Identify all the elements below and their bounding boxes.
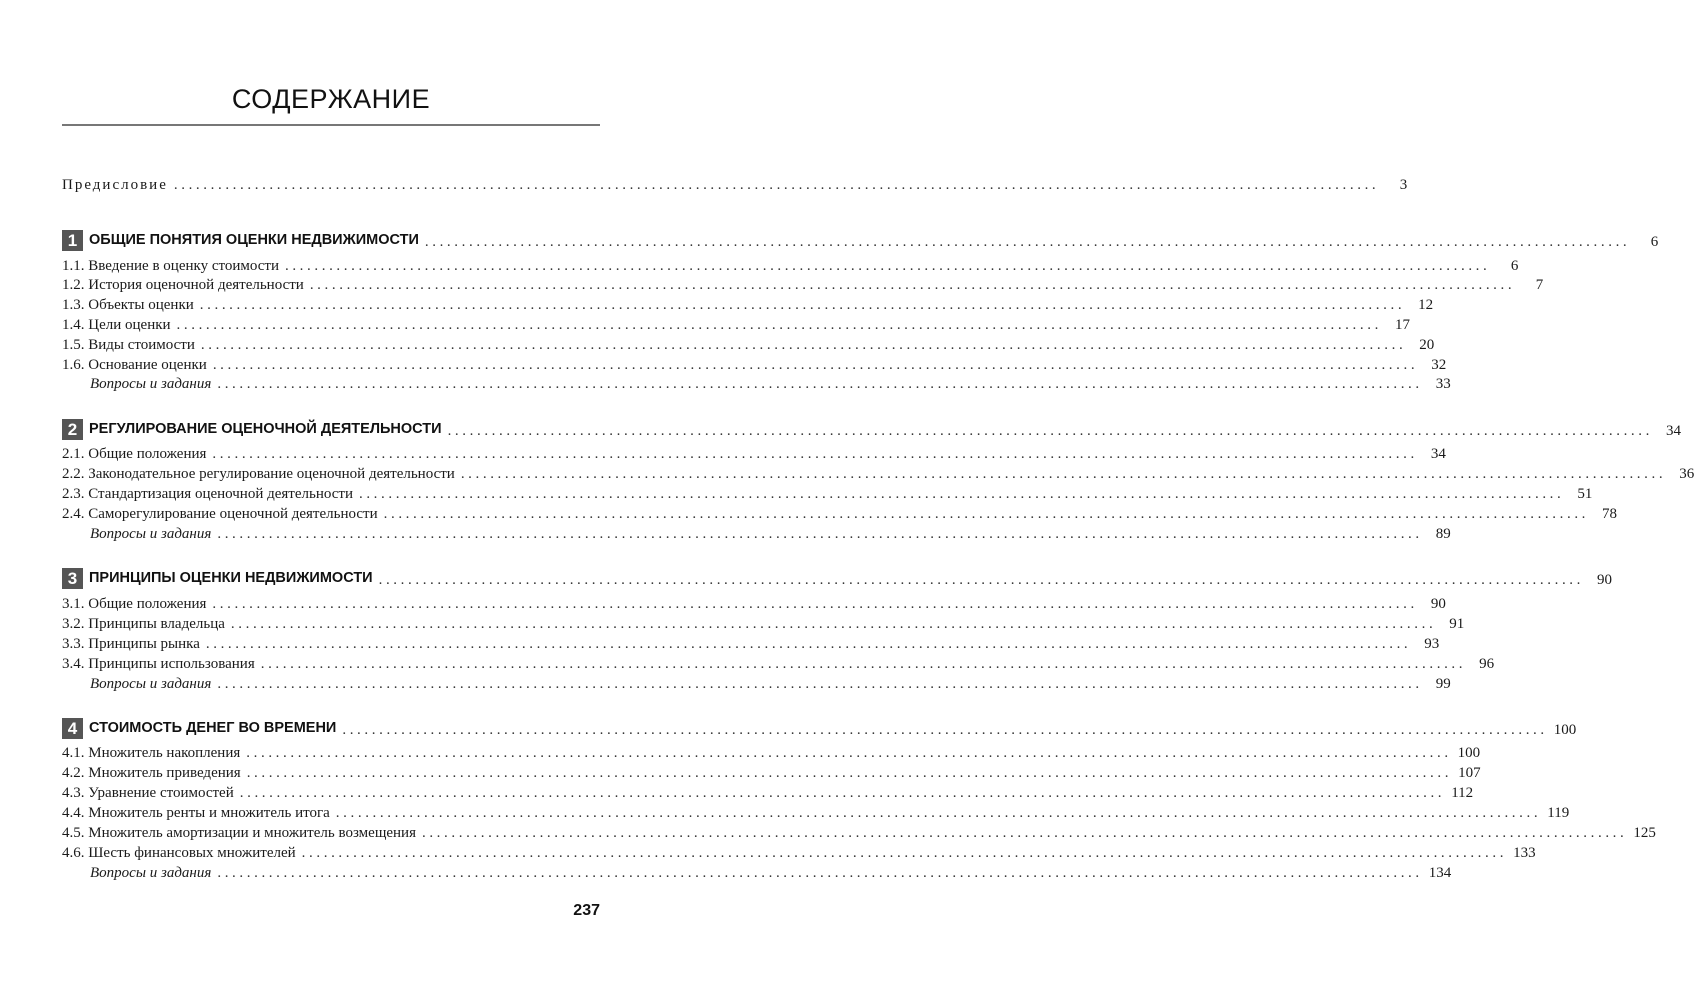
toc-section-2-3[interactable] <box>62 484 1593 504</box>
toc-page-number: 7 <box>1535 277 1544 293</box>
toc-label: 3.4. Принципы использования <box>62 656 255 672</box>
dot-leader: .................................................................................................................................................................... <box>309 277 1516 293</box>
toc-page-number: 32 <box>1431 357 1447 373</box>
chapter-title: ОБЩИЕ ПОНЯТИЯ ОЦЕНКИ НЕДВИЖИМОСТИ <box>89 232 419 248</box>
dot-leader: .................................................................................................................................................................... <box>212 357 1419 373</box>
toc-preface[interactable] <box>62 175 1408 195</box>
toc-page-number: 90 <box>1430 596 1446 612</box>
toc-page-number: 100 <box>1457 745 1481 761</box>
toc-label: 3.3. Принципы рынка <box>62 636 200 652</box>
toc-chapter-4[interactable] <box>62 716 1577 740</box>
chapter-title: СТОИМОСТЬ ДЕНЕГ ВО ВРЕМЕНИ <box>89 720 337 736</box>
toc-label: Вопросы и задания <box>90 865 212 881</box>
dot-leader: .................................................................................................................................................................... <box>205 636 1412 652</box>
toc-page-number: 93 <box>1424 636 1440 652</box>
toc-label: 1.2. История оценочной деятельности <box>62 277 304 293</box>
dot-leader: .................................................................................................................................................................... <box>246 745 1452 761</box>
toc-page-number: 6 <box>1650 233 1659 250</box>
chapter-number-badge: 2 <box>62 419 83 440</box>
toc-label: 2.2. Законодательное регулирование оценочной деятельности <box>62 466 455 482</box>
chapter-heading <box>62 417 448 441</box>
toc-page-number: 134 <box>1428 865 1452 881</box>
toc-page-number: 17 <box>1394 317 1410 333</box>
toc-questions-2[interactable] <box>62 524 1451 544</box>
dot-leader: .................................................................................................................................................................... <box>301 845 1508 861</box>
page-title: СОДЕРЖАНИЕ <box>231 84 431 114</box>
toc-section-3-4[interactable] <box>62 654 1495 674</box>
dot-leader: .................................................................................................................................................................... <box>212 596 1418 612</box>
toc-section-2-4[interactable] <box>62 504 1618 524</box>
toc-label: 1.4. Цели оценки <box>62 317 171 333</box>
toc-label: 2.4. Саморегулирование оценочной деятельности <box>62 506 378 522</box>
dot-leader: .................................................................................................................................................................... <box>212 446 1418 462</box>
toc-chapter-1[interactable] <box>62 228 1659 252</box>
chapter-heading <box>62 228 425 252</box>
chapter-title: РЕГУЛИРОВАНИЕ ОЦЕНОЧНОЙ ДЕЯТЕЛЬНОСТИ <box>89 421 442 437</box>
toc-questions-1[interactable] <box>62 374 1451 394</box>
dot-leader: .................................................................................................................................................................... <box>200 337 1407 353</box>
toc-section-4-6[interactable] <box>62 843 1536 863</box>
toc-section-4-2[interactable] <box>62 763 1481 783</box>
chapter-title: ПРИНЦИПЫ ОЦЕНКИ НЕДВИЖИМОСТИ <box>89 570 373 586</box>
toc-section-3-3[interactable] <box>62 634 1440 654</box>
toc-label: 1.5. Виды стоимости <box>62 337 195 353</box>
toc-section-1-2[interactable] <box>62 275 1544 295</box>
dot-leader: .................................................................................................................................................................... <box>260 656 1467 672</box>
title-underline <box>62 124 600 126</box>
toc-label: 1.6. Основание оценки <box>62 357 207 373</box>
dot-leader: .................................................................................................................................................................... <box>217 376 1423 392</box>
chapter-number-badge: 1 <box>62 230 83 251</box>
toc-page-number: 96 <box>1479 656 1495 672</box>
toc-label: Вопросы и задания <box>90 676 212 692</box>
toc-label: 1.1. Введение в оценку стоимости <box>62 258 279 274</box>
dot-leader: .................................................................................................................................................................... <box>424 233 1631 250</box>
dot-leader: .................................................................................................................................................................... <box>230 616 1437 632</box>
page-number: 237 <box>573 902 600 919</box>
dot-leader: .................................................................................................................................................................... <box>421 825 1628 841</box>
chapter-heading <box>62 566 379 590</box>
toc-label: 4.1. Множитель накопления <box>62 745 241 761</box>
toc-section-1-6[interactable] <box>62 355 1447 375</box>
toc-label: 4.6. Шесть финансовых множителей <box>62 845 296 861</box>
toc-label: 3.2. Принципы владельца <box>62 616 225 632</box>
toc-page-number: 20 <box>1419 337 1435 353</box>
toc-page-number: 133 <box>1513 845 1536 861</box>
dot-leader: .................................................................................................................................................................... <box>199 297 1406 313</box>
toc-label: Вопросы и задания <box>90 376 212 392</box>
toc-page-number: 34 <box>1430 446 1446 462</box>
dot-leader: .................................................................................................................................................................... <box>378 571 1585 588</box>
toc-page-number: 90 <box>1597 571 1613 588</box>
toc-section-4-1[interactable] <box>62 743 1481 763</box>
chapter-number-badge: 3 <box>62 568 83 589</box>
dot-leader: .................................................................................................................................................................... <box>246 765 1453 781</box>
dot-leader: .................................................................................................................................................................... <box>383 506 1590 522</box>
toc-page-number: 6 <box>1510 258 1519 274</box>
toc-page-number: 12 <box>1418 297 1434 313</box>
toc-page-number: 51 <box>1577 486 1593 502</box>
toc-page-number: 119 <box>1547 805 1570 821</box>
toc-label: 2.3. Стандартизация оценочной деятельности <box>62 486 353 502</box>
toc-section-4-3[interactable] <box>62 783 1474 803</box>
toc-page-number: 100 <box>1553 721 1577 738</box>
toc-label: 4.5. Множитель амортизации и множитель возмещения <box>62 825 416 841</box>
toc-section-1-3[interactable] <box>62 295 1434 315</box>
dot-leader: .................................................................................................................................................................... <box>460 466 1667 482</box>
toc-label: 4.2. Множитель приведения <box>62 765 241 781</box>
toc-section-2-2[interactable] <box>62 464 1694 484</box>
dot-leader: .................................................................................................................................................................... <box>173 177 1380 193</box>
toc-label: 4.4. Множитель ренты и множитель итога <box>62 805 330 821</box>
chapter-heading <box>62 716 342 740</box>
dot-leader: .................................................................................................................................................................... <box>358 486 1565 502</box>
toc-questions-4[interactable] <box>62 863 1452 883</box>
dot-leader: .................................................................................................................................................................... <box>447 422 1653 439</box>
toc-section-3-2[interactable] <box>62 614 1465 634</box>
chapter-number-badge: 4 <box>62 718 83 739</box>
toc-page-number: 78 <box>1602 506 1618 522</box>
toc-label: Предисловие <box>62 177 168 193</box>
toc-label: 1.3. Объекты оценки <box>62 297 194 313</box>
dot-leader: .................................................................................................................................................................... <box>239 785 1446 801</box>
dot-leader: .................................................................................................................................................................... <box>217 526 1423 542</box>
toc-label: 3.1. Общие положения <box>62 596 207 612</box>
toc-label: 2.1. Общие положения <box>62 446 207 462</box>
toc-label: 4.3. Уравнение стоимостей <box>62 785 234 801</box>
dot-leader: .................................................................................................................................................................... <box>342 721 1548 738</box>
toc-section-2-1[interactable] <box>62 444 1446 464</box>
toc-section-1-5[interactable] <box>62 335 1435 355</box>
toc-section-1-4[interactable] <box>62 315 1410 335</box>
dot-leader: .................................................................................................................................................................... <box>217 865 1423 881</box>
toc-page-number: 112 <box>1451 785 1474 801</box>
dot-leader: .................................................................................................................................................................... <box>335 805 1542 821</box>
dot-leader: .................................................................................................................................................................... <box>217 676 1423 692</box>
toc-section-4-4[interactable] <box>62 803 1570 823</box>
toc-section-1-1[interactable] <box>62 256 1519 276</box>
toc-page-number: 34 <box>1665 422 1681 439</box>
toc-page-number: 99 <box>1435 676 1451 692</box>
toc-page-number: 3 <box>1399 177 1408 193</box>
toc-page-number: 107 <box>1458 765 1481 781</box>
toc-page-number: 89 <box>1435 526 1451 542</box>
toc-section-4-5[interactable] <box>62 823 1656 843</box>
toc-chapter-2[interactable] <box>62 417 1681 441</box>
toc-section-3-1[interactable] <box>62 594 1446 614</box>
toc-page-number: 91 <box>1449 616 1465 632</box>
toc-page-number: 33 <box>1435 376 1451 392</box>
toc-label: Вопросы и задания <box>90 526 212 542</box>
toc-chapter-3[interactable] <box>62 566 1613 590</box>
toc-questions-3[interactable] <box>62 674 1451 694</box>
toc-page-number: 36 <box>1679 466 1694 482</box>
dot-leader: .................................................................................................................................................................... <box>284 258 1491 274</box>
toc-page-number: 125 <box>1633 825 1656 841</box>
dot-leader: .................................................................................................................................................................... <box>176 317 1382 333</box>
